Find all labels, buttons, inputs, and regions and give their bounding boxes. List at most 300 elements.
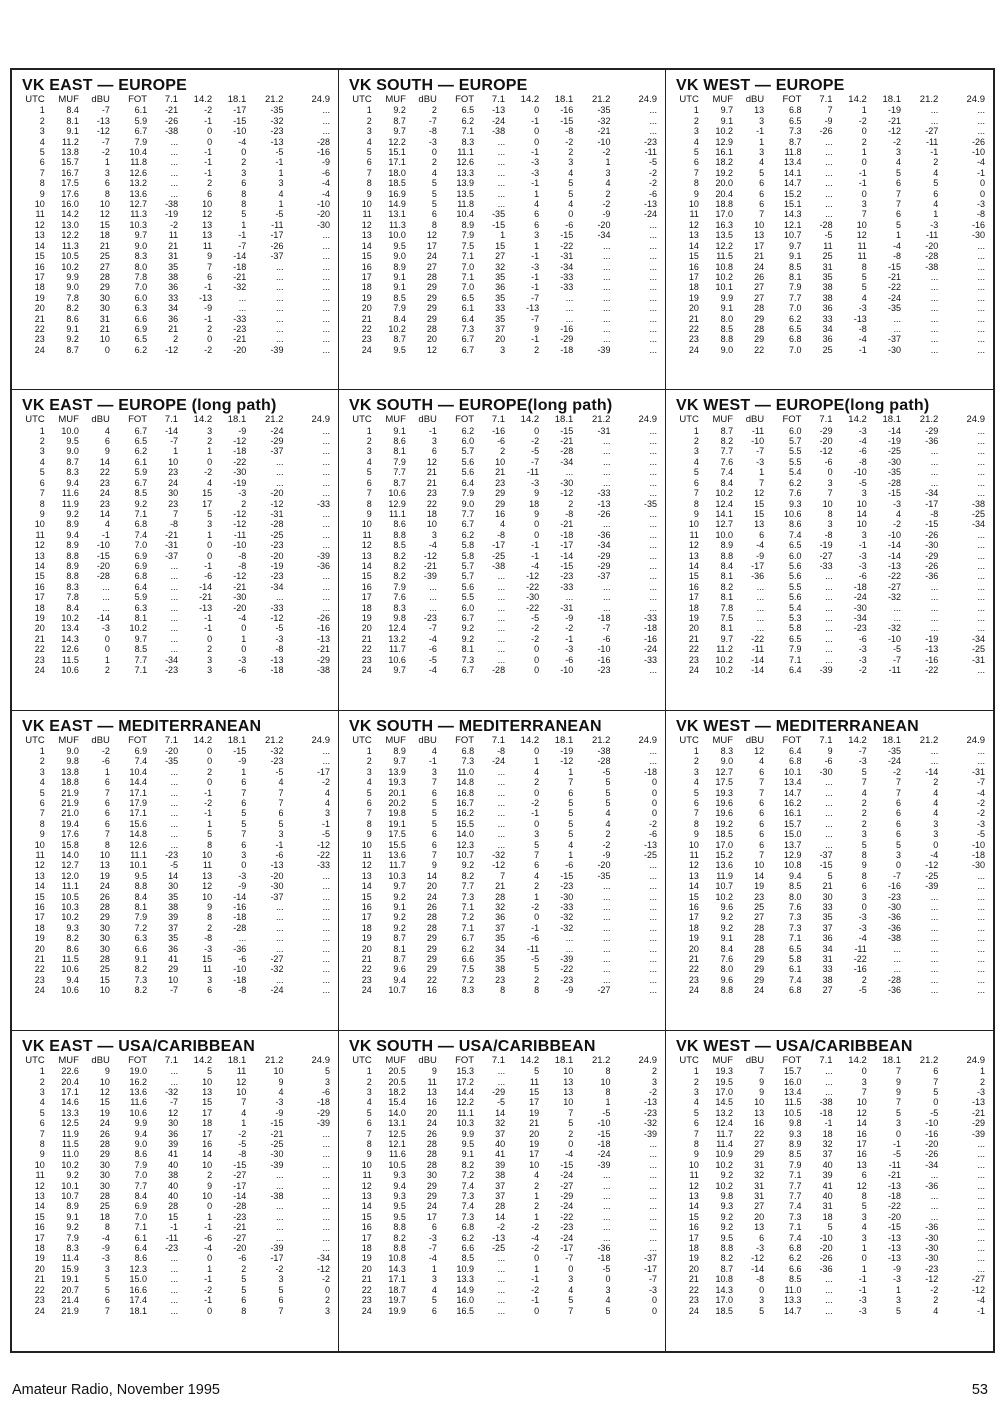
table-cell: ... [322, 602, 330, 613]
table-cell: -15 [925, 519, 939, 530]
column-header: 21.2 [591, 95, 611, 105]
table-cell: -21 [560, 519, 574, 530]
column-header: 7.1 [819, 415, 833, 426]
table-cell: ... [275, 334, 284, 345]
table-cell: 6.7 [134, 477, 148, 488]
table-cell: 2 [605, 829, 611, 840]
table-cell: 18.5 [715, 829, 734, 840]
table-cell: 15 [99, 1097, 110, 1108]
table-cell: -26 [270, 240, 284, 251]
table-row [22, 509, 332, 519]
table-cell: -23 [643, 136, 657, 147]
column-header: dBU [745, 735, 765, 746]
table-cell: 1 [534, 891, 540, 902]
table-cell: ... [977, 1211, 985, 1222]
table-cell: ... [275, 1170, 284, 1181]
table-cell: 13.9 [456, 178, 475, 189]
table-cell: -5 [892, 644, 901, 655]
table-cell: ... [977, 1222, 985, 1233]
table-cell: ... [930, 922, 939, 933]
table-cell: 6 [431, 446, 437, 457]
table-cell: 38 [822, 282, 833, 293]
table-row [676, 850, 987, 860]
table-cell: -36 [751, 571, 765, 582]
table-cell: 8.9 [461, 219, 475, 230]
table-cell: -2 [648, 1086, 657, 1097]
table-cell: -8 [497, 529, 506, 540]
table-cell: 20 [34, 1263, 45, 1274]
table-cell: 3 [39, 766, 45, 777]
table-cell: ... [930, 602, 939, 613]
table-cell: 11.9 [62, 1128, 79, 1139]
table-cell: 1 [534, 756, 540, 767]
table-cell: ... [649, 1243, 657, 1254]
table-cell: -33 [560, 282, 574, 293]
table-cell: ... [977, 612, 985, 623]
table-cell: ... [977, 902, 985, 912]
table-cell: 6 [759, 1232, 765, 1243]
table-cell: 6.7 [134, 126, 148, 137]
table-cell: 22 [361, 964, 372, 975]
table-cell: 36 [168, 943, 179, 954]
table-cell: 22 [688, 1284, 699, 1295]
table-cell: 8.1 [720, 623, 734, 634]
table-cell: 14 [34, 881, 45, 892]
table-cell: 7.5 [720, 612, 734, 623]
table-row [676, 1191, 987, 1201]
table-cell: 18 [529, 498, 540, 509]
table-cell: -1 [756, 126, 765, 137]
table-cell: 21 [688, 954, 699, 965]
table-cell: 17 [202, 1128, 213, 1139]
table-cell: -30 [971, 860, 985, 871]
table-cell: 7 [895, 188, 901, 199]
table-cell: ... [602, 446, 611, 457]
table-cell: ... [322, 282, 330, 293]
table-cell: 7 [241, 787, 247, 798]
table-cell: 3 [39, 1086, 45, 1097]
table-cell: 13 [688, 550, 699, 561]
table-cell: 24 [361, 1305, 372, 1316]
table-row [349, 199, 659, 209]
table-cell: 31 [754, 1180, 765, 1191]
table-cell: ... [322, 240, 330, 251]
column-header: 24.9 [966, 735, 985, 746]
table-cell: 8.1 [461, 644, 475, 655]
table-cell: ... [825, 602, 833, 613]
table-cell: 4 [693, 136, 699, 147]
column-header: 24.9 [638, 1055, 657, 1066]
table-row [22, 230, 332, 240]
table-cell: 12.4 [715, 498, 734, 509]
column-header: FOT [455, 95, 475, 105]
table-cell: -21 [887, 115, 901, 126]
table-cell: 7 [207, 261, 213, 272]
column-header: 21.2 [264, 735, 284, 746]
table-cell: ... [170, 571, 179, 582]
table-cell: 5 [241, 818, 247, 829]
table-cell: -24 [853, 592, 867, 603]
table-cell: 10 [688, 1159, 699, 1170]
table-cell: 1 [693, 105, 699, 116]
table-cell: 6 [759, 829, 765, 840]
table-cell: 6.3 [134, 602, 148, 613]
table-cell: -3 [756, 1243, 765, 1254]
table-cell: -15 [560, 870, 574, 881]
table-cell: 21 [99, 323, 110, 334]
table-cell: 36 [822, 303, 833, 314]
table-cell: 6 [431, 1222, 437, 1233]
table-cell: -12 [96, 126, 110, 137]
table-cell: 10.8 [715, 1274, 734, 1285]
table-cell: 9 [534, 508, 540, 519]
table-cell: 7.3 [461, 891, 475, 902]
table-cell: 15.9 [61, 1263, 79, 1274]
table-cell: -33 [233, 313, 247, 324]
table-cell: 17.5 [61, 178, 79, 189]
table-row [676, 467, 987, 477]
table-cell: 17.0 [715, 839, 734, 850]
table-cell: 7 [278, 787, 284, 798]
table-cell: 11.8 [130, 157, 148, 168]
table-cell: ... [930, 912, 939, 923]
table-cell: -3 [858, 560, 867, 571]
table-cell: 24 [99, 881, 110, 892]
table-cell: 7 [366, 808, 372, 819]
table-cell: ... [930, 933, 939, 944]
table-cell: 9.4 [788, 870, 802, 881]
table-cell: 32 [495, 1118, 506, 1129]
table-cell: 12 [361, 540, 372, 551]
table-cell: 5 [693, 1107, 699, 1118]
table-cell: 12 [99, 1086, 110, 1097]
table-cell: ... [322, 891, 330, 902]
column-header: MUF [58, 1055, 79, 1066]
table-cell: 0 [979, 178, 985, 189]
table-cell: 8.7 [720, 1263, 734, 1274]
table-cell: 3 [431, 436, 437, 447]
table-cell: -11 [233, 529, 247, 540]
table-cell: 7 [366, 167, 372, 178]
table-cell: -8 [858, 456, 867, 467]
table-row [22, 478, 332, 488]
table-cell: ... [170, 612, 179, 623]
table-cell: 1 [278, 199, 284, 210]
table-cell: -4 [565, 1149, 574, 1160]
table-cell: -22 [887, 571, 901, 582]
table-cell: 28 [426, 323, 437, 334]
table-cell: 39 [495, 1159, 506, 1170]
table-cell: -35 [492, 209, 506, 220]
panel-0 [12, 70, 339, 390]
column-header: MUF [712, 415, 734, 426]
table-cell: -38 [597, 745, 611, 756]
table-cell: ... [275, 292, 284, 303]
table-cell: ... [977, 922, 985, 933]
table-cell: -30 [270, 1149, 284, 1160]
table-cell: 10 [34, 1159, 45, 1170]
table-cell: 0 [827, 467, 833, 478]
table-cell: 8 [861, 870, 867, 881]
table-row [676, 808, 987, 818]
table-cell: 14 [202, 1149, 213, 1160]
table-cell: 23 [495, 974, 506, 985]
table-cell: -25 [971, 508, 985, 519]
table-cell: 18.1 [129, 1305, 148, 1316]
table-cell: 7 [861, 777, 867, 788]
table-cell: 22 [361, 644, 372, 655]
table-cell: -30 [925, 540, 939, 551]
table-cell: 1 [173, 446, 179, 457]
table-cell: -14 [751, 1263, 765, 1274]
column-header: 14.2 [193, 415, 213, 426]
table-cell: -21 [887, 1170, 901, 1181]
table-cell: 7.0 [788, 303, 802, 314]
table-cell: -37 [270, 446, 284, 457]
table-cell: 24 [688, 985, 699, 996]
table-row [676, 1181, 987, 1191]
table-cell: ... [977, 292, 985, 303]
table-cell: 4 [431, 745, 437, 756]
table-cell: ... [977, 1201, 985, 1212]
table-cell: -3 [930, 219, 939, 230]
table-cell: -6 [648, 188, 657, 199]
table-cell: 12.4 [388, 623, 406, 634]
table-cell: 15.4 [388, 1097, 406, 1108]
table-cell: 17 [688, 592, 699, 603]
table-cell: ... [602, 323, 611, 334]
table-cell: 0 [651, 808, 657, 819]
table-cell: 3 [933, 829, 939, 840]
table-row [676, 777, 987, 787]
table-cell: 37 [495, 323, 506, 334]
table-cell: 11.5 [62, 654, 79, 665]
table-cell: ... [170, 1295, 179, 1306]
prediction-table [349, 736, 659, 996]
table-cell: -17 [316, 766, 330, 777]
table-cell: 9.2 [393, 922, 406, 933]
table-cell: -39 [423, 571, 437, 582]
table-cell: 20 [34, 303, 45, 314]
table-cell: 15.6 [129, 818, 148, 829]
table-cell: 7.9 [788, 1159, 802, 1170]
table-cell: ... [756, 612, 765, 623]
table-cell: 5 [861, 766, 867, 777]
table-cell: 1 [431, 1263, 437, 1274]
table-cell: -18 [233, 446, 247, 457]
table-cell: -18 [643, 766, 657, 777]
table-row [676, 1077, 987, 1087]
table-cell: -23 [853, 623, 867, 634]
table-cell: ... [238, 292, 247, 303]
table-cell: -32 [887, 592, 901, 603]
table-cell: 6.8 [788, 985, 802, 996]
table-cell: 29 [426, 1180, 437, 1191]
table-cell: ... [275, 282, 284, 293]
table-cell: ... [275, 323, 284, 334]
table-cell: -16 [597, 654, 611, 665]
table-cell: 23 [361, 654, 372, 665]
table-cell: -35 [643, 498, 657, 509]
table-cell: 3 [278, 829, 284, 840]
table-cell: 19 [361, 1253, 372, 1264]
table-cell: 18 [99, 1211, 110, 1222]
table-cell: 13 [754, 1107, 765, 1118]
table-cell: 9 [895, 1086, 901, 1097]
table-cell: 5 [568, 1118, 574, 1129]
table-cell: 10.9 [456, 1263, 475, 1274]
table-cell: -2 [204, 1284, 213, 1295]
table-cell: -28 [925, 251, 939, 262]
table-cell: -24 [560, 1170, 574, 1181]
table-row [22, 540, 332, 550]
table-cell: 5 [693, 147, 699, 158]
table-row [349, 665, 659, 675]
column-header: 14.2 [848, 415, 867, 426]
table-cell: 9.0 [720, 344, 734, 355]
table-cell: -23 [560, 974, 574, 985]
table-cell: 8 [366, 178, 372, 189]
column-header: 18.1 [227, 415, 247, 426]
table-cell: 19.3 [388, 777, 406, 788]
table-cell: 4 [605, 808, 611, 819]
table-row [349, 912, 659, 922]
table-cell: 8.3 [461, 136, 475, 147]
table-row [349, 746, 659, 756]
table-cell: -8 [275, 644, 284, 655]
table-cell: 5 [827, 870, 833, 881]
table-cell: 0 [861, 1253, 867, 1264]
table-cell: ... [322, 519, 330, 530]
table-cell: 7.7 [134, 654, 148, 665]
table-cell: -14 [96, 612, 110, 623]
table-cell: 8.4 [720, 560, 734, 571]
column-header: dBU [745, 415, 765, 426]
table-cell: 20.2 [388, 797, 406, 808]
table-cell: -24 [643, 644, 657, 655]
table-cell: -25 [492, 550, 506, 561]
table-row [22, 923, 332, 933]
table-cell: 0 [207, 1305, 213, 1316]
table-cell: ... [825, 797, 833, 808]
table-cell: 6 [431, 787, 437, 798]
table-cell: 15.7 [783, 1066, 802, 1077]
table-cell: 6 [104, 777, 110, 788]
table-row [22, 209, 332, 219]
panel-11 [666, 1031, 993, 1351]
table-cell: 7.9 [461, 488, 475, 499]
table-cell: -1 [824, 1118, 833, 1129]
table-cell: 14 [99, 456, 110, 467]
table-row [22, 1129, 332, 1139]
header-row [676, 415, 987, 425]
table-cell: -27 [819, 550, 833, 561]
table-cell: 13.3 [61, 1107, 79, 1118]
table-cell: 10.3 [61, 902, 79, 912]
table-cell: -34 [853, 612, 867, 623]
table-cell: 8.6 [393, 436, 406, 447]
column-header: 24.9 [966, 415, 985, 426]
table-cell: 9.3 [393, 1170, 406, 1181]
table-cell: ... [893, 964, 901, 975]
table-cell: 17 [688, 1232, 699, 1243]
table-cell: 12.7 [129, 199, 148, 210]
propagation-tables [10, 68, 995, 1353]
table-cell: -15 [887, 1222, 901, 1233]
table-cell: ... [170, 147, 179, 158]
table-row [676, 293, 987, 303]
table-cell: 21 [361, 1274, 372, 1285]
table-cell: 19 [361, 612, 372, 623]
table-cell: ... [977, 488, 985, 499]
column-header: dBU [91, 95, 110, 105]
table-cell: 20 [361, 943, 372, 954]
table-cell: 6.6 [461, 954, 475, 965]
table-row [676, 168, 987, 178]
table-cell: 0 [534, 654, 540, 665]
table-cell: 3 [431, 1274, 437, 1285]
table-cell: 21 [495, 467, 506, 478]
table-cell: -23 [925, 1263, 939, 1274]
table-cell: 11.0 [457, 766, 475, 777]
table-cell: -1 [858, 344, 867, 355]
table-cell: ... [649, 1232, 657, 1243]
table-cell: -22 [526, 581, 540, 592]
table-cell: ... [497, 818, 506, 829]
table-cell: -39 [925, 881, 939, 892]
table-row [349, 272, 659, 282]
table-cell: -19 [560, 745, 574, 756]
table-cell: 3 [104, 1263, 110, 1274]
table-cell: -8 [428, 126, 437, 137]
table-cell: ... [825, 633, 833, 644]
table-cell: 20 [688, 1263, 699, 1274]
table-cell: 14 [688, 1201, 699, 1212]
table-cell: -21 [316, 644, 330, 655]
table-cell: 1 [861, 1263, 867, 1274]
table-cell: ... [930, 964, 939, 975]
column-header: 14.2 [520, 735, 540, 746]
table-cell: 28 [754, 303, 765, 314]
table-cell: 3 [568, 157, 574, 168]
table-cell: 6 [39, 1118, 45, 1129]
table-cell: 4 [895, 508, 901, 519]
table-cell: 12 [688, 540, 699, 551]
table-cell: -36 [887, 985, 901, 996]
table-cell: ... [977, 126, 985, 137]
table-cell: -22 [925, 665, 939, 675]
table-cell: -6 [824, 756, 833, 767]
table-cell: -8 [892, 251, 901, 262]
table-cell: -24 [560, 1232, 574, 1243]
table-cell: -12 [925, 860, 939, 871]
table-cell: 19 [688, 292, 699, 303]
table-cell: 15 [168, 1211, 179, 1222]
table-cell: -39 [270, 344, 284, 355]
table-cell: 28 [754, 922, 765, 933]
table-cell: 29 [99, 282, 110, 293]
table-cell: ... [275, 467, 284, 478]
table-cell: 7.3 [461, 756, 475, 767]
table-cell: 8.1 [393, 446, 406, 457]
table-cell: -26 [971, 136, 985, 147]
table-cell: 8 [500, 985, 506, 996]
table-cell: ... [497, 592, 506, 603]
table-cell: 9.7 [393, 126, 406, 137]
table-cell: ... [756, 623, 765, 634]
table-cell: ... [930, 292, 939, 303]
table-cell: -1 [204, 1295, 213, 1306]
